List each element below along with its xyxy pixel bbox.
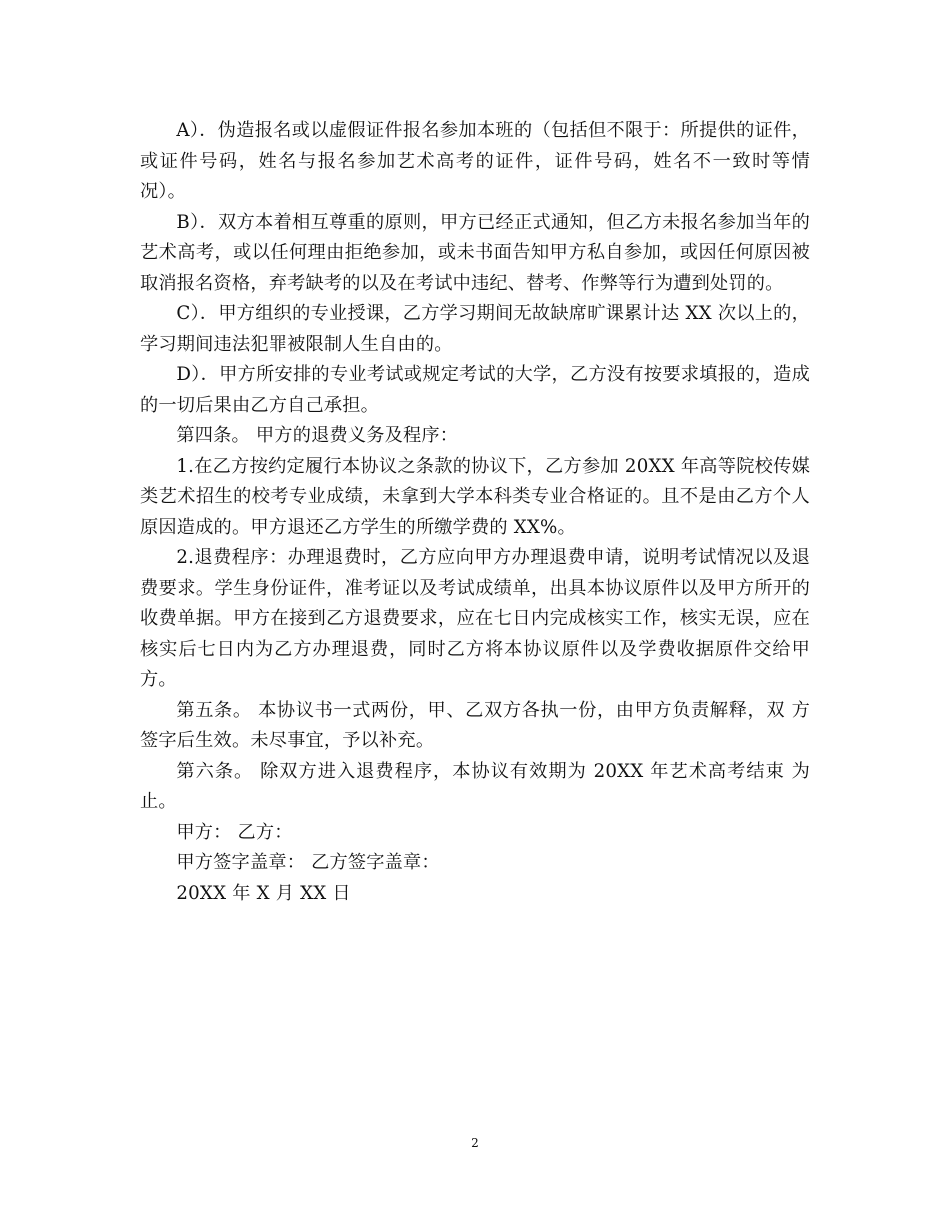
page-number: 2 [471,1136,479,1150]
clause-c-paragraph: C）．甲方组织的专业授课，乙方学习期间无故缺席旷课累计达 XX 次以上的，学习期间违法犯罪被限制人生自由的。 [140,303,810,355]
refund-item-1-paragraph: 1.在乙方按约定履行本协议之条款的协议下，乙方参加 20XX 年高等院校传媒类艺术招生的校考专业成绩，未拿到大学本科类专业合格证的。且不是由乙方个人原因造成的。甲方退还乙方学生的所缴学费的 XX%。 [140,455,810,538]
clause-a-paragraph: A）．伪造报名或以虚假证件报名参加本班的（包括但不限于：所提供的证件，或证件号码，姓名与报名参加艺术高考的证件，证件号码，姓名不一致时等情况）。 [140,120,810,202]
date-line: 20XX 年 X 月 XX 日 [176,882,351,904]
article-five-paragraph: 第五条。 本协议书一式两份，甲、乙双方各执一份，由甲方负责解释，双 方签字后生效。未尽事宜，予以补充。 [140,699,810,751]
refund-item-2-paragraph: 2.退费程序：办理退费时，乙方应向甲方办理退费申请，说明考试情况以及退费要求。学生身份证件，准考证以及考试成绩单，出具本协议原件以及甲方所开的收费单据。甲方在接到乙方退费要求，应在七日内完成核实工作，核实无误，应在核实后七日内为乙方办理退费，同时乙方将本协议原件以及学费收据原件交给甲方。 [140,547,810,690]
article-six-paragraph: 第六条。 除双方进入退费程序，本协议有效期为 20XX 年艺术高考结束 为止。 [140,760,810,812]
clause-b-paragraph: B）．双方本着相互尊重的原则，甲方已经正式通知，但乙方未报名参加当年的艺术高考，或以任何理由拒绝参加，或未书面告知甲方私自参加，或因任何原因被取消报名资格，弃考缺考的以及在考试中违纪、替考、作弊等行为遭到处罚的。 [140,211,810,294]
clause-d-paragraph: D）．甲方所安排的专业考试或规定考试的大学，乙方没有按要求填报的，造成的一切后果由乙方自己承担。 [140,364,810,416]
article-four-heading: 第四条。 甲方的退费义务及程序： [176,425,459,446]
document-body [140,116,810,909]
parties-line: 甲方： 乙方： [176,821,293,843]
signature-line: 甲方签字盖章： 乙方签字盖章： [176,852,440,873]
